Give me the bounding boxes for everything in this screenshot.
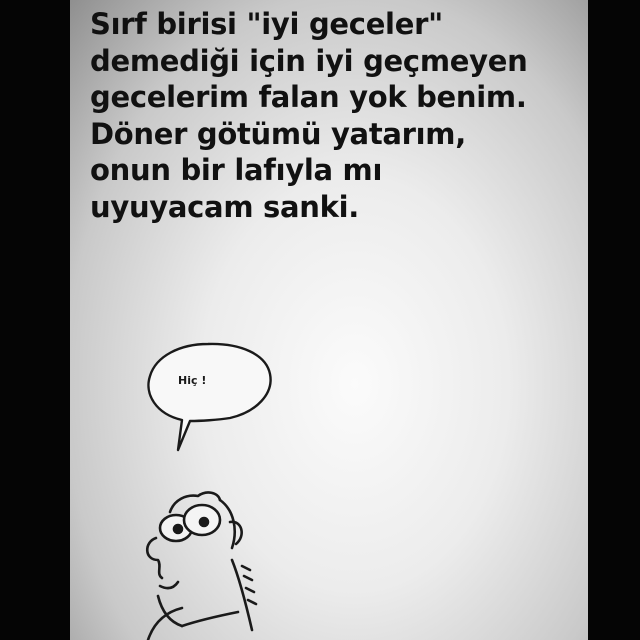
caption-line: onun bir lafıyla mı	[90, 153, 383, 187]
caption-line: Sırf birisi "iyi geceler"	[90, 7, 443, 41]
cartoon-illustration	[70, 0, 588, 640]
caption-line: gecelerim falan yok benim.	[90, 80, 527, 114]
caption-line: Döner götümü yatarım,	[90, 116, 466, 151]
character-figure	[147, 493, 256, 640]
caption-line: uyuyacam sanki.	[90, 189, 359, 224]
speech-bubble	[148, 344, 270, 450]
paper-background	[70, 0, 588, 640]
right-border	[588, 0, 640, 640]
left-border	[0, 0, 70, 640]
speech-text: Hiç !	[178, 374, 207, 387]
caption-line: demediği için iyi geçmeyen	[90, 43, 528, 78]
